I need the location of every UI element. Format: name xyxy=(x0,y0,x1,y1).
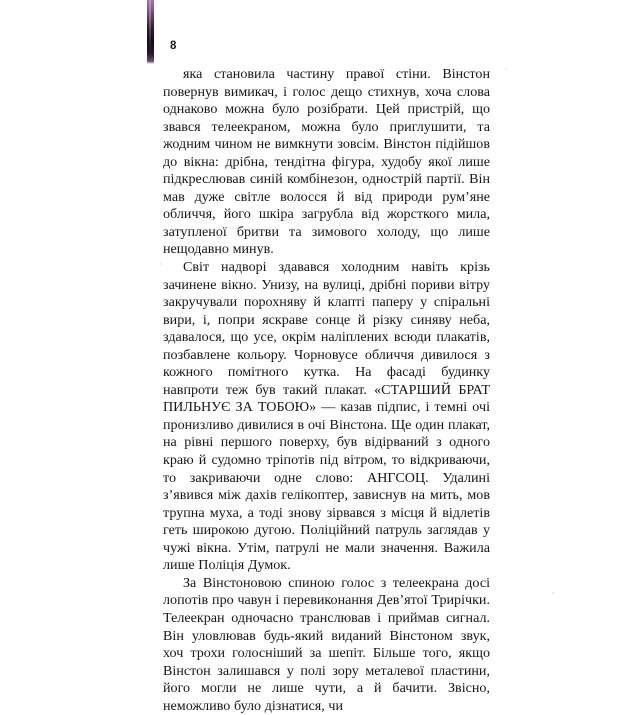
scan-speckle xyxy=(160,262,162,265)
body-paragraph: яка становила частину правої стіни. Вінстон повернув вимикач, і голос дещо стихнув, хоча слова однаково можна було розібрати. Цей пристрій, що звався телеекраном, можна було приглушити, та жодним чином не вимкнути зовсім. Вінстон підійшов до вікна: дрібна, тендітна фігура, худобу якої лише підкреслював синій комбінезон, однострій партії. Він мав дуже світле волосся й від природи рум’яне обличчя, його шкіра загрубла від жорсткого мила, затупленої бритви та зимового холоду, що лише нещодавно минув. xyxy=(163,66,490,258)
scan-speckle xyxy=(552,592,554,594)
body-paragraph: За Вінстоновою спиною голос з телеекрана досі лопотів про чавун і перевиконання Дев’ятої Трирічки. Телеекран одночасно транслював і приймав сигнал. Він уловлював будь-який виданий Вінстоном звук, хоч трохи голосніший за шепіт. Більше того, якщо Вінстон залишався у полі зору металевої пластини, його могли не лише чути, а й бачити. Звісно, неможливо було дізнатися, чи xyxy=(163,574,490,714)
scan-speckle xyxy=(505,68,507,70)
body-text-column xyxy=(163,66,490,715)
page-number: 8 xyxy=(170,40,177,52)
body-paragraph: Світ надворі здавався холодним навіть крізь зачинене вікно. Унизу, на вулиці, дрібні пориви вітру закручували порохняву й клапті паперу у спіральні вири, і, попри яскраве сонце й різку синяву неба, здавалося, що усе, окрім наліплених всюди плакатів, позбавлене кольору. Чорновусе обличчя дивилося з кожного помітного кутка. На фасаді будинку навпроти теж був такий плакат. «СТАРШИЙ БРАТ ПИЛЬНУЄ ЗА ТОБОЮ» — казав підпис, і темні очі пронизливо дивилися в очі Вінстона. Ще один плакат, на рівні першого поверху, був відірваний з одного краю й судомно тріпотів під вітром, то відкриваючи, то закриваючи одне слово: АНГСОЦ. Удалині з’явився між дахів гелікоптер, зависнув на мить, мов трупна муха, а тоді знову зірвався з місця й відлетів геть широкою дугою. Поліційний патруль заглядав у чужі вікна. Утім, патрулі не мали значення. Важила лише Поліція Думок. xyxy=(163,259,490,574)
book-spine-highlight xyxy=(149,0,151,52)
